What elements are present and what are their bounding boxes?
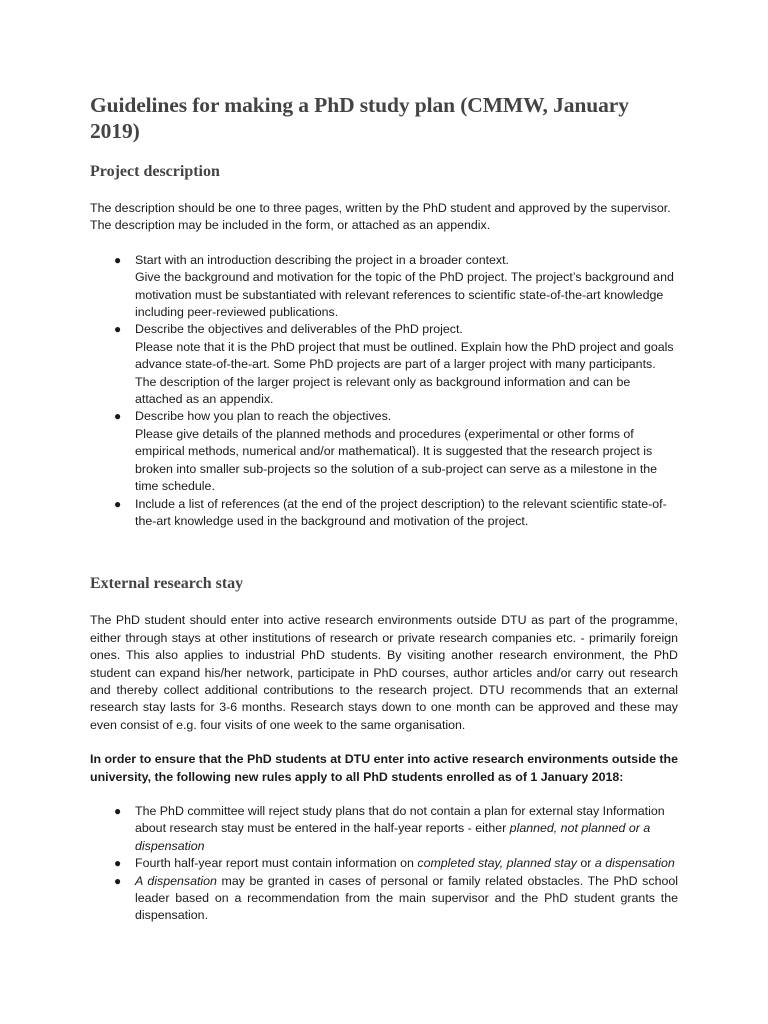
list-item: ● Fourth half-year report must contain information on completed stay, planned stay or a dispensation <box>90 855 678 872</box>
bullet-icon: ● <box>114 803 122 818</box>
list-item: ● Describe how you plan to reach the objectives. Please give details of the planned methods and procedures (experimental or other forms of empirical methods, numerical and/or mathematical). It is suggested that the research project is broken into smaller sub-projects so the solution of a sub-project can serve as a milestone in the time schedule. <box>114 409 658 494</box>
bullet-icon: ● <box>114 409 122 424</box>
heading-project-description: Project description <box>90 163 220 180</box>
rules-bullet-list <box>90 803 678 925</box>
document-title: Guidelines for making a PhD study plan (CMMW, January 2019) <box>90 93 629 143</box>
project-bullet-list <box>90 252 678 531</box>
project-intro: The description should be one to three pages, written by the PhD student and approved by the supervisor. The description may be included in the form, or attached as an appendix. <box>90 201 671 233</box>
external-intro: The PhD student should enter into active research environments outside DTU as part of the programme, either through stays at other institutions of research or private research companies etc. - primarily foreign ones. This also applies to industrial PhD students. By visiting another research environment, the PhD student can expand his/her network, participate in PhD courses, author articles and/or carry out research and thereby collect additional contributions to the research project. DTU recommends that an external research stay lasts for 3-6 months. Research stays down to one month can be approved and these may even consist of e.g. four visits of one week to the same organisation. <box>90 613 678 732</box>
list-item: ● The PhD committee will reject study plans that do not contain a plan for external stay Information about research stay must be entered in the half-year reports - either planned, not planned or a dispensation <box>114 803 665 853</box>
rules-intro: In order to ensure that the PhD students at DTU enter into active research environments outside the university, the following new rules apply to all PhD students enrolled as of 1 January 2018: <box>90 752 678 784</box>
list-item: ● A dispensation may be granted in cases of personal or family related obstacles. The PhD school leader based on a recommendation from the main supervisor and the PhD student grants the dispensation. <box>114 873 678 923</box>
bullet-icon: ● <box>114 856 122 871</box>
heading-external-research-stay: External research stay <box>90 575 244 593</box>
bullet-icon: ● <box>114 252 122 267</box>
list-item: ● Include a list of references (at the end of the project description) to the relevant scientific state-of-the-art knowledge used in the background and motivation of the project. <box>114 496 667 528</box>
bullet-icon: ● <box>114 496 122 511</box>
bullet-icon: ● <box>114 322 122 337</box>
bullet-icon: ● <box>114 873 122 888</box>
list-item: ● Start with an introduction describing the project in a broader context. Give the background and motivation for the topic of the PhD project. The project’s background and motivation must be substantiated with relevant references to scientific state-of-the-art knowledge including peer-reviewed publications. <box>114 252 674 320</box>
list-item: ● Describe the objectives and deliverables of the PhD project. Please note that it is the PhD project that must be outlined. Explain how the PhD project and goals advance state-of-the-art. Some PhD projects are part of a larger project with many participants. The description of the larger project is relevant only as background information and can be attached as an appendix. <box>114 322 674 407</box>
